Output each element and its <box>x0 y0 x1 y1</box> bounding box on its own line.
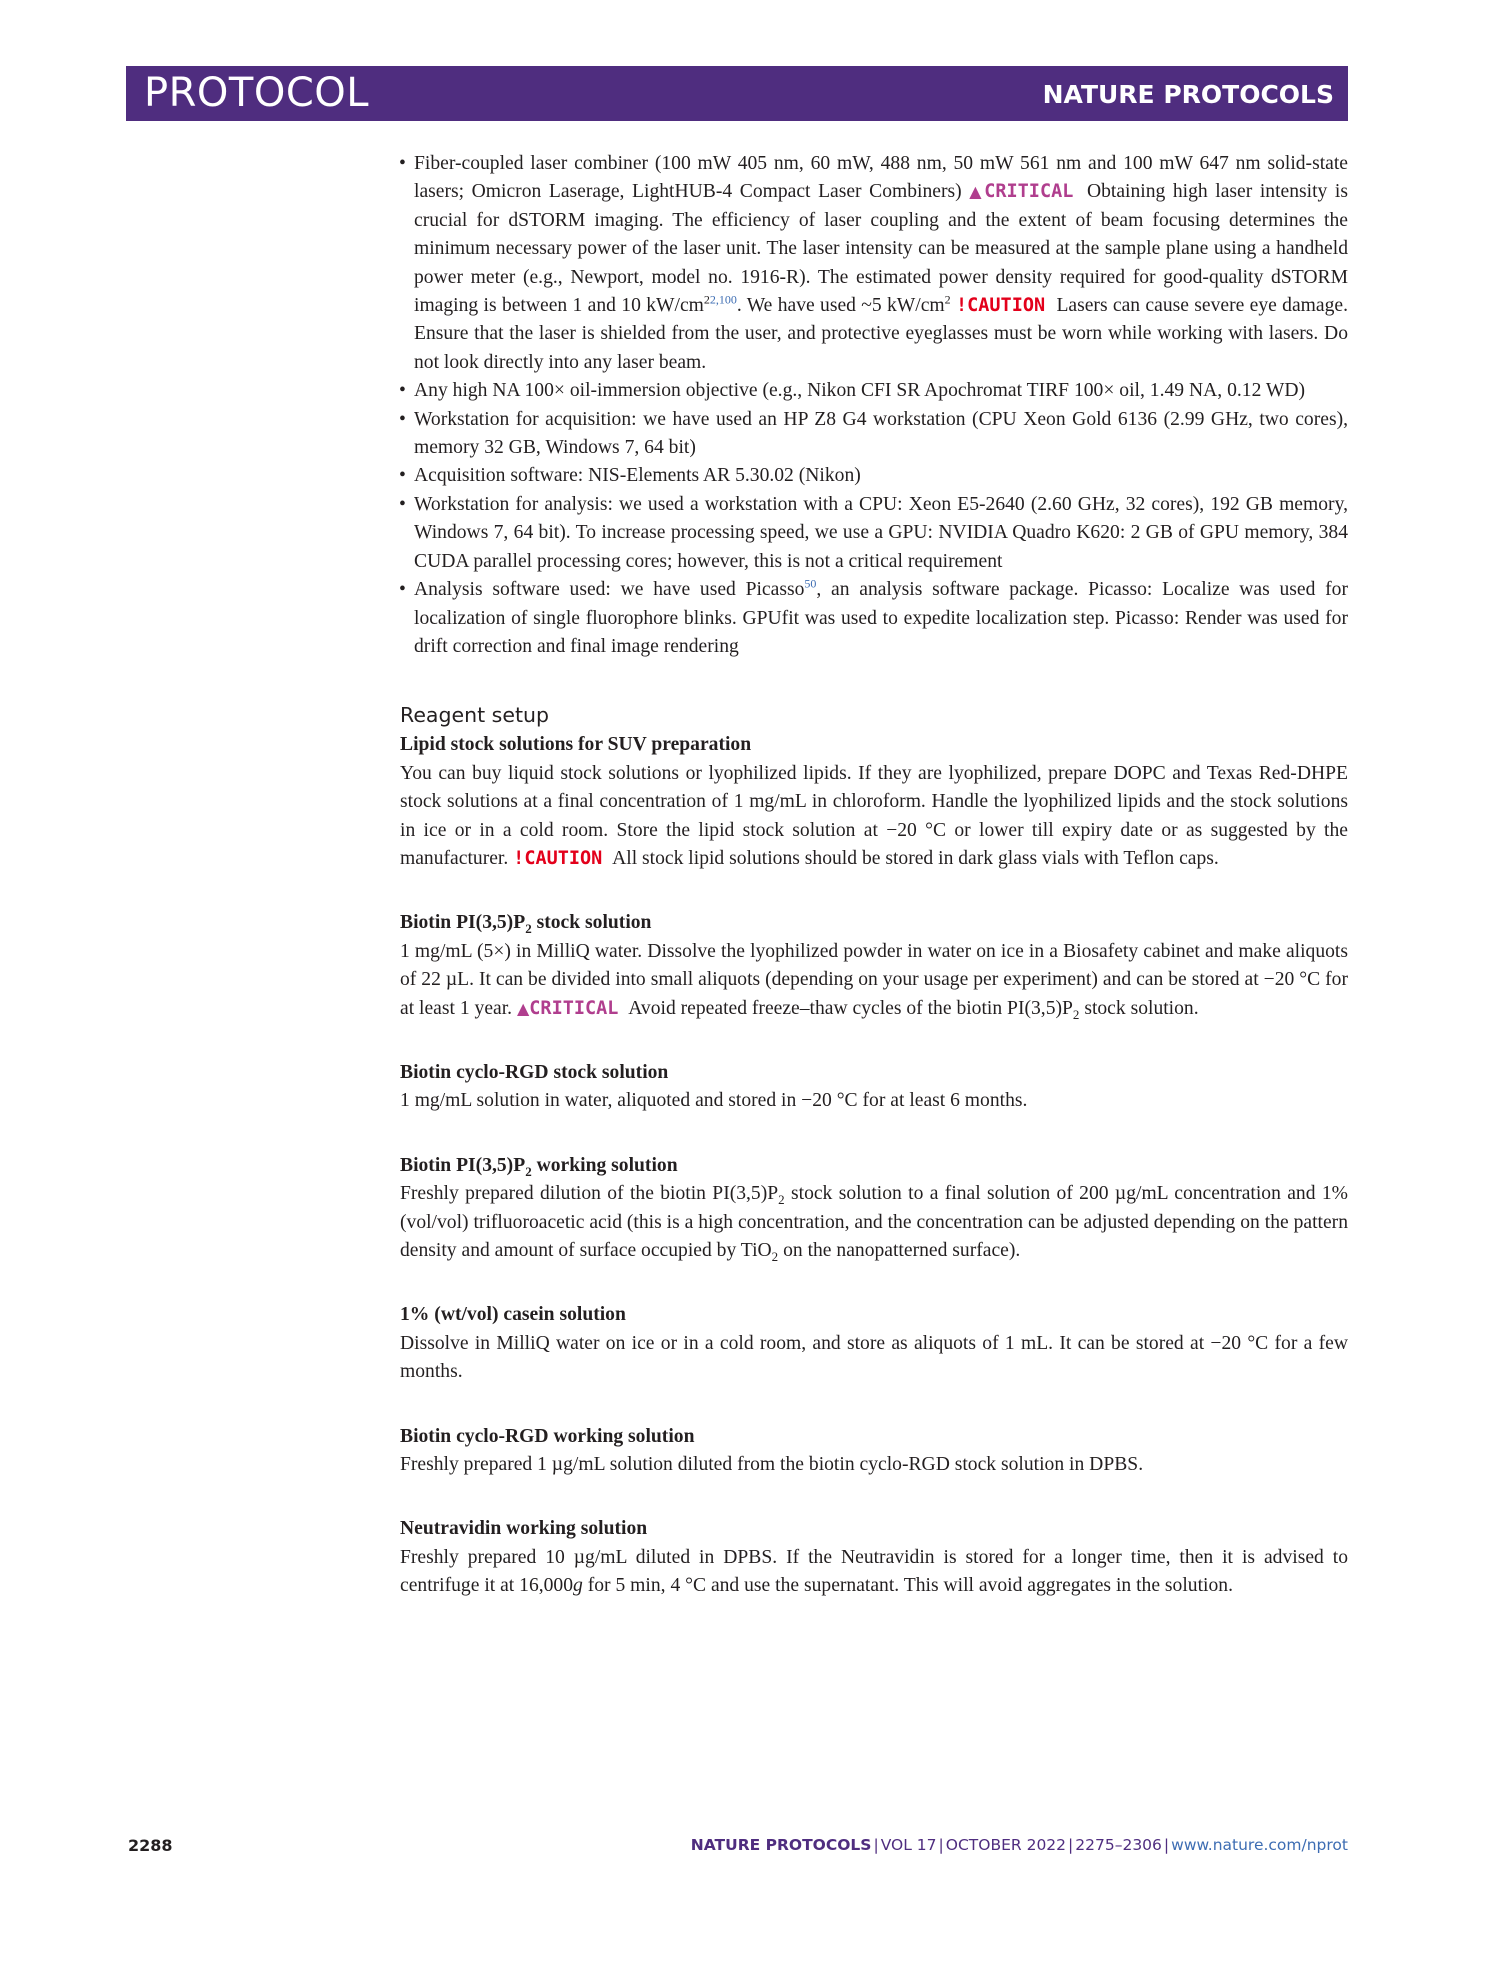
reagent-block-casein <box>400 1301 1348 1386</box>
reagent-block-neutravidin <box>400 1515 1348 1600</box>
caution-label: !CAUTION <box>956 295 1046 317</box>
reagent-block-rgd-stock <box>400 1059 1348 1116</box>
main-content <box>400 150 1348 1637</box>
list-item: • Workstation for analysis: we used a workstation with a CPU: Xeon E5-2640 (2.60 GHz, 32 cores), 192 GB memory, Windows 7, 64 bit). To increase processing speed, we use a GPU: NVIDIA Quadro K620: 2 GB of GPU memory, 384 CUDA parallel processing cores; however, this is not a critical requirement <box>400 491 1348 576</box>
footer-pages: 2275–2306 <box>1075 1836 1162 1854</box>
list-item: • Fiber-coupled laser combiner (100 mW 405 nm, 60 mW, 488 nm, 50 mW 561 nm and 100 mW 647 nm solid-state lasers; Omicron Laserage, LightHUB-4 Compact Laser Combiners) ▲CRITICAL Obtaining high laser intensity is crucial for dSTORM imaging. The efficiency of laser coupling and the extent of beam focusing determines the minimum necessary power of the laser unit. The laser intensity can be measured at the sample plane using a handheld power meter (e.g., Newport, model no. 1916-R). The estimated power density required for good-quality dSTORM imaging is between 1 and 10 kW/cm$^{22,100}$. We have used ~5 $kW/cm^2$ !CAUTION Lasers can cause severe eye damage. Ensure that the laser is shielded from the user, and protective eyeglasses must be worn while working with lasers. Do not look directly into any laser beam. <box>400 150 1348 377</box>
subsection-heading: Biotin cyclo-RGD stock solution <box>400 1061 669 1083</box>
header-bar <box>126 66 1348 121</box>
reagent-block-lipid <box>400 731 1348 873</box>
footer-volume: VOL 17 <box>880 1836 937 1854</box>
reagent-block-rgd-working <box>400 1423 1348 1480</box>
subsection-heading: Biotin $PI(3,5)P_2$ working solution <box>400 1154 678 1179</box>
paragraph: You can buy liquid stock solutions or lyophilized lipids. If they are lyophilized, prepare DOPC and Texas Red-DHPE stock solutions at a final concentration of 1 mg/mL in chloroform. Handle the lyophilized lipids and the stock solutions in ice or in a cold room. Store the lipid stock solution at −20 °C or lower till expiry date or as suggested by the manufacturer. !CAUTION All stock lipid solutions should be stored in dark glass vials with Teflon caps. <box>400 762 1348 869</box>
paragraph: Freshly prepared 1 µg/mL solution diluted from the biotin cyclo-RGD stock solution in DPBS. <box>400 1454 1144 1476</box>
list-item: • Acquisition software: NIS-Elements AR 5.30.02 (Nikon) <box>400 462 1348 490</box>
critical-triangle-icon: ▲ <box>969 182 985 202</box>
header-journal-name: NATURE PROTOCOLS <box>1042 80 1334 109</box>
list-item: • Analysis software used: we have used Picasso$^{50}$, an analysis software package. Picasso: Localize was used for localization of single fluorophore blinks. GPUfit was used to expedite localization step. Picasso: Render was used for drift correction and final image rendering <box>400 576 1348 661</box>
section-heading: Reagent setup <box>400 703 550 728</box>
subsection-heading: 1% (wt/vol) casein solution <box>400 1304 626 1326</box>
footer-citation: NATURE PROTOCOLS | VOL 17 | OCTOBER 2022 | 2275–2306 | www.nature.com/nprot <box>690 1836 1348 1854</box>
subsection-heading: Neutravidin working solution <box>400 1518 648 1540</box>
caution-label: !CAUTION <box>513 847 603 869</box>
header-section-label: PROTOCOL <box>144 70 370 116</box>
subsection-heading: Biotin $PI(3,5)P_2$ stock solution <box>400 912 652 937</box>
list-item: • Workstation for acquisition: we have used an HP Z8 G4 workstation (CPU Xeon Gold 6136 (2.99 GHz, two cores), memory 32 GB, Windows 7, 64 bit) <box>400 406 1348 463</box>
footer-url-link[interactable]: www.nature.com/nprot <box>1171 1836 1348 1854</box>
equipment-list <box>400 150 1348 661</box>
caution-exclamation-icon: ! <box>956 295 968 317</box>
subsection-heading: Biotin cyclo-RGD working solution <box>400 1425 695 1447</box>
reference-link[interactable]: 2,100 <box>709 292 737 307</box>
list-item: • Any high NA 100× oil-immersion objective (e.g., Nikon CFI SR Apochromat TIRF 100× oil, 1.49 NA, 0.12 WD) <box>400 377 1348 405</box>
paragraph: Dissolve in MilliQ water on ice or in a cold room, and store as aliquots of 1 mL. It can be stored at −20 °C for a few months. <box>400 1332 1348 1383</box>
paragraph: Freshly prepared dilution of the biotin $PI(3,5)P_2$ stock solution to a final solution of 200 µg/mL concentration and 1% (vol/vol) trifluoroacetic acid (this is a high concentration, and the concentration can be adjusted depending on the pattern density and amount of surface occupied by TiO$_2$ on the nanopatterned surface). <box>400 1183 1348 1264</box>
reagent-block-biotin-pi-stock <box>400 909 1348 1023</box>
caution-exclamation-icon: ! <box>513 847 525 869</box>
subsection-heading: Lipid stock solutions for SUV preparation <box>400 734 752 756</box>
footer-journal: NATURE PROTOCOLS <box>690 1836 872 1854</box>
paragraph: Freshly prepared 10 µg/mL diluted in DPBS. If the Neutravidin is stored for a longer time, then it is advised to centrifuge it at 16,000g for 5 min, 4 °C and use the supernatant. This will avoid aggregates in the solution. <box>400 1546 1348 1597</box>
critical-label: ▲CRITICAL <box>969 181 1074 203</box>
page-number: 2288 <box>128 1836 173 1855</box>
critical-label: ▲CRITICAL <box>516 997 619 1019</box>
paragraph: 1 mg/mL (5×) in MilliQ water. Dissolve the lyophilized powder in water on ice in a Biosafety cabinet and make aliquots of 22 µL. It can be divided into small aliquots (depending on your usage per experiment) and can be stored at −20 °C for at least 1 year. ▲CRITICAL Avoid repeated freeze–thaw cycles of the biotin $PI(3,5)P_2$ stock solution. <box>400 940 1348 1022</box>
footer-date: OCTOBER 2022 <box>945 1836 1067 1854</box>
paragraph: 1 mg/mL solution in water, aliquoted and stored in −20 °C for at least 6 months. <box>400 1090 1028 1112</box>
reagent-block-biotin-pi-working <box>400 1152 1348 1266</box>
critical-triangle-icon: ▲ <box>516 998 530 1018</box>
reference-link[interactable]: 50 <box>804 576 817 591</box>
